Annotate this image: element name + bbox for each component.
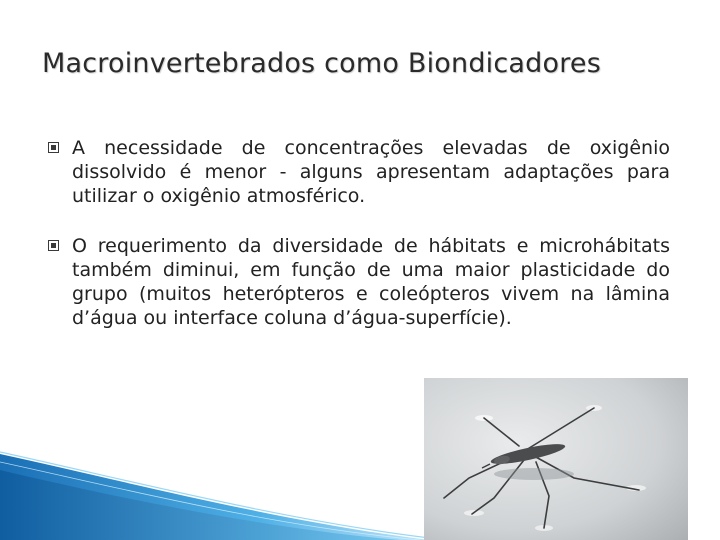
water-strider-photo — [424, 378, 688, 540]
decorative-blue-swoosh — [0, 440, 430, 540]
bullet-item — [46, 136, 670, 208]
slide-title: Macroinvertebrados como Biondicadores — [42, 48, 602, 79]
bullet-item — [46, 234, 670, 330]
bullet-list — [46, 136, 670, 330]
bullet-text: O requerimento da diversidade de hábitats e microhábitats também diminui, em função de uma maior plasticidade do grupo (muitos heterópteros e coleópteros vivem na lâmina d’água ou interface coluna d’água-superfície). — [72, 235, 670, 329]
square-bullet-icon — [48, 240, 59, 251]
bullet-text: A necessidade de concentrações elevadas de oxigênio dissolvido é menor - alguns apresentam adaptações para utilizar o oxigênio atmosférico. — [72, 137, 670, 207]
square-bullet-icon — [48, 142, 59, 153]
